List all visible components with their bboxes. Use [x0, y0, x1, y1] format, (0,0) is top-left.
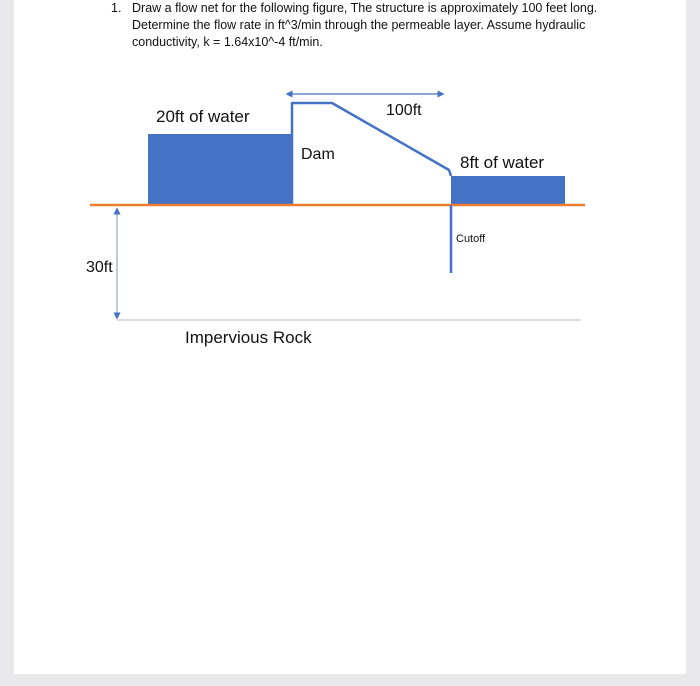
upstream-water-label: 20ft of water [156, 107, 250, 126]
downstream-water [451, 176, 565, 205]
dam-length-label: 100ft [386, 102, 422, 119]
question-line: conductivity, k = 1.64x10^-4 ft/min. [132, 35, 323, 49]
layer-thickness-label: 30ft [86, 259, 113, 276]
impervious-rock-label: Impervious Rock [185, 328, 312, 347]
upstream-water [148, 134, 292, 205]
question-line: Determine the flow rate in ft^3/min through the permeable layer. Assume hydraulic [132, 18, 586, 32]
question-line: Draw a flow net for the following figure, The structure is approximately 100 feet long. [132, 1, 598, 15]
downstream-water-label: 8ft of water [460, 153, 545, 172]
question-number: 1. [111, 1, 122, 15]
dam-label: Dam [301, 146, 335, 163]
cutoff-label: Cutoff [456, 233, 486, 245]
